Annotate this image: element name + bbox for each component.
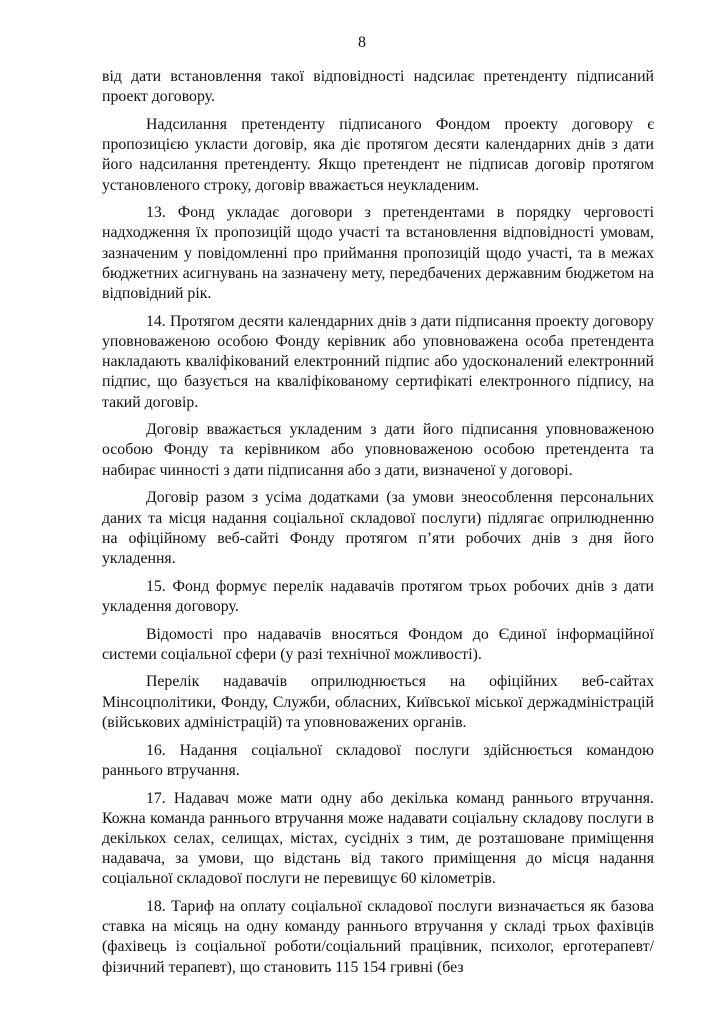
paragraph-item-13: 13. Фонд укладає договори з претендентами в порядку черговості надходження їх пропозицій щодо участі та встановлення відповідності умовам, зазначеним у повідомленні про приймання пропозицій щодо участі, та в межах бюджетних асигнувань на зазначену мету, передбачених державним бюджетом на відповідний рік. [102,204,654,303]
paragraph-item-18: 18. Тариф на оплату соціальної складової послуги визначається як базова ставка на місяць на одну команду раннього втручання у складі трьох фахівців (фахівець із соціальної роботи/соціальний працівник, психолог, ерготерапевт/фізичний терапевт), що становить 115 154 гривні (без [102,898,654,976]
paragraph-concluded: Договір вважається укладеним з дати його підписання уповноваженою особою Фонду та керівником або уповноваженою особою претендента та набирає чинності з дати підписання або з дати, визначеної у договорі. [102,421,654,479]
paragraph-signed-draft: Надсилання претенденту підписаного Фондом проекту договору є пропозицією укласти договір, яка діє протягом десяти календарних днів з дати його надсилання претенденту. Якщо претендент не підписав договір протягом установленого строку, договір вважається неукладеним. [102,115,654,194]
paragraph-continuation: від дати встановлення такої відповідності надсилає претенденту підписаний проект договору. [102,68,654,106]
document-body [102,67,654,978]
paragraph-publication: Договір разом з усіма додатками (за умови знеособлення персональних даних та місця надання соціальної складової послуги) підлягає оприлюдненню на офіційному веб-сайті Фонду протягом п’яти робочих днів з дня його укладення. [102,489,654,567]
paragraph-item-16: 16. Надання соціальної складової послуги здійснюється командою раннього втручання. [102,741,654,779]
paragraph-item-14: 14. Протягом десяти календарних днів з дати підписання проекту договору уповноваженою особою Фонду керівник або уповноважена особа претендента накладають кваліфікований електронний підпис або удосконалений електронний підпис, що базується на кваліфікованому сертифікаті електронного підпису, на такий договір. [102,312,654,411]
paragraph-unified-system: Відомості про надавачів вносяться Фондом до Єдиної інформаційної системи соціальної сфери (у разі технічної можливості). [102,625,654,663]
paragraph-item-15: 15. Фонд формує перелік надавачів протягом трьох робочих днів з дати укладення договору. [102,577,654,615]
page-number: 8 [358,34,366,51]
paragraph-list-published: Перелік надавачів оприлюднюється на офіційних веб-сайтах Мінсоцполітики, Фонду, Служби, обласних, Київської міської держадміністрацій (військових адміністрацій) та уповноважених органів. [102,673,654,731]
paragraph-item-17: 17. Надавач може мати одну або декілька команд раннього втручання. Кожна команда раннього втручання може надавати соціальну складову послуги в декількох селах, селищах, містах, сусідніх з тим, де розташоване приміщення надавача, за умови, що відстань від такого приміщення до місця надання соціальної складової послуги не перевищує 60 кілометрів. [102,789,654,888]
